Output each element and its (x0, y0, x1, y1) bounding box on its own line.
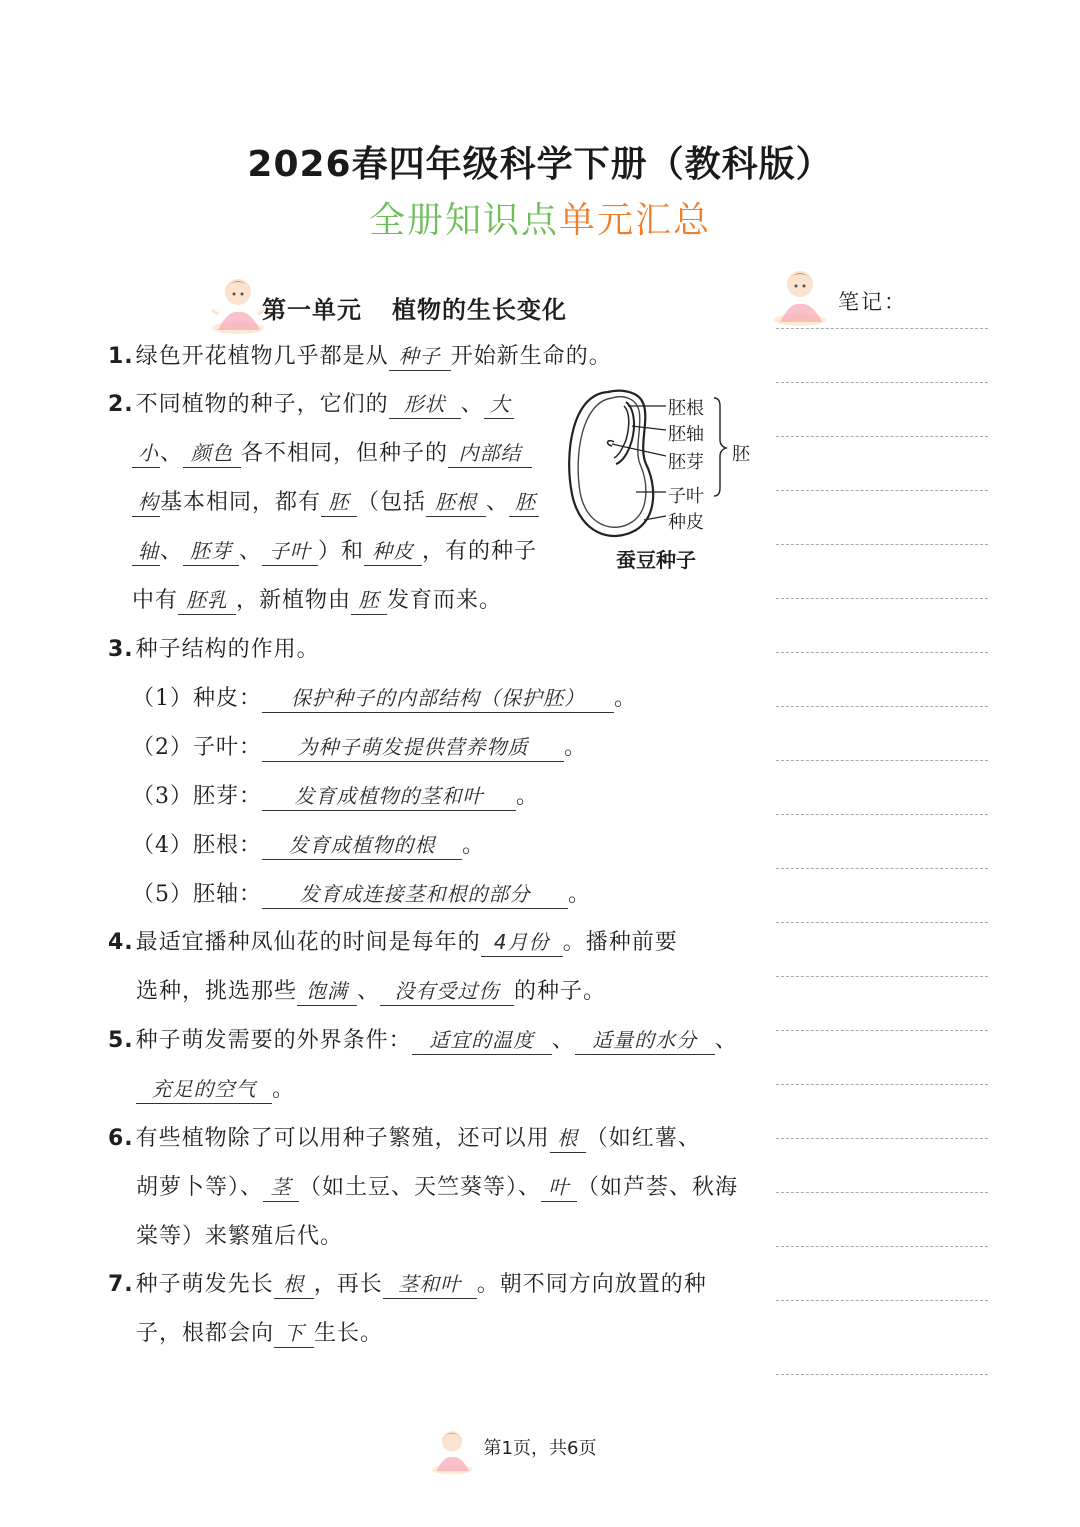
diagram-label: 种皮 (668, 512, 704, 533)
question-text: ，有的种子 (422, 539, 538, 564)
answer-blank: 小 (132, 439, 160, 468)
question-text: 。 (564, 735, 588, 760)
question-text: 不同植物的种子，它们的 (135, 392, 389, 417)
question-text: 。播种前要 (562, 930, 678, 955)
question-5-line-2 (136, 1075, 295, 1105)
answer-blank: 胚 (321, 488, 357, 517)
question-text: （如芦荟、秋海 (577, 1175, 739, 1200)
answer-blank: 茎和叶 (383, 1270, 477, 1299)
diagram-label: 胚芽 (668, 452, 704, 473)
diagram-label: 胚根 (668, 398, 704, 419)
note-line (776, 1030, 988, 1031)
question-number: 1. (108, 344, 134, 369)
answer-blank: 没有受过伤 (380, 977, 514, 1006)
answer-blank: 下 (274, 1319, 314, 1348)
note-line (776, 814, 988, 815)
notes-label: 笔记： (838, 290, 907, 314)
note-line (776, 598, 988, 599)
diagram-label: 子叶 (668, 486, 704, 507)
question-2-line-5 (132, 586, 502, 616)
question-text: （如红薯、 (585, 1126, 701, 1151)
answer-blank: 胚 (351, 586, 387, 615)
item-label: （1）种皮： (132, 686, 262, 711)
diagram-group-label: 胚 (732, 444, 750, 465)
answer-blank: 充足的空气 (136, 1075, 272, 1104)
question-text: 棠等）来繁殖后代。 (136, 1224, 344, 1249)
answer-blank: 叶 (541, 1173, 577, 1202)
answer-blank: 内部结 (448, 439, 532, 468)
note-line (776, 1138, 988, 1139)
note-line (776, 1192, 988, 1193)
question-2-line-1 (108, 390, 514, 420)
question-text: 、 (357, 979, 381, 1004)
question-text: ，新植物由 (236, 588, 352, 613)
question-text: 发育而来。 (387, 588, 503, 613)
answer-blank: 为种子萌发提供营养物质 (262, 733, 564, 762)
answer-blank: 子叶 (262, 537, 318, 566)
note-line (776, 544, 988, 545)
question-text: 的种子。 (514, 979, 607, 1004)
diagram-label: 胚轴 (668, 424, 704, 445)
note-line (776, 1300, 988, 1301)
note-line (776, 436, 988, 437)
item-label: （2）子叶： (132, 735, 262, 760)
question-3-item (132, 782, 539, 812)
item-label: （4）胚根： (132, 833, 262, 858)
note-line (776, 760, 988, 761)
note-line (776, 382, 988, 383)
question-text: 选种，挑选那些 (136, 979, 298, 1004)
note-line (776, 328, 988, 329)
note-line (776, 976, 988, 977)
question-number: 3. (108, 637, 134, 662)
answer-blank: 茎 (263, 1173, 299, 1202)
note-line (776, 652, 988, 653)
girl-mascot-icon (772, 262, 828, 328)
subtitle-green: 全册知识点 (368, 200, 559, 241)
bean-seed-svg (562, 384, 762, 554)
question-text: 。 (462, 833, 486, 858)
question-text: 各不相同，但种子的 (241, 441, 449, 466)
question-3-item (132, 733, 587, 763)
page-subtitle (0, 192, 1080, 243)
question-text: 开始新生命的。 (450, 344, 612, 369)
note-line (776, 868, 988, 869)
question-text: 、 (714, 1028, 738, 1053)
question-2-line-3 (132, 488, 539, 518)
question-text: 、 (460, 392, 484, 417)
question-5-line-1 (108, 1026, 738, 1056)
question-text: 子，根都会向 (136, 1321, 275, 1346)
note-line (776, 706, 988, 707)
answer-blank: 胚乳 (178, 586, 236, 615)
item-label: （3）胚芽： (132, 784, 262, 809)
question-number: 2. (108, 392, 134, 417)
question-text: 中有 (132, 588, 179, 613)
page-title: 2026春四年级科学下册（教科版） (247, 144, 833, 185)
question-number: 7. (108, 1272, 134, 1297)
question-7-line-2 (136, 1319, 383, 1349)
question-text: 最适宜播种凤仙花的时间是每年的 (135, 930, 481, 955)
answer-blank: 4月份 (481, 928, 563, 957)
question-6-line-3 (136, 1222, 343, 1252)
page-footer: 第1页，共6页 (483, 1438, 597, 1459)
unit-name: 植物的生长变化 (392, 296, 567, 324)
answer-blank: 胚芽 (183, 537, 239, 566)
question-number: 5. (108, 1028, 134, 1053)
question-text: 、 (551, 1028, 575, 1053)
answer-blank: 轴 (132, 537, 160, 566)
answer-blank: 种皮 (364, 537, 422, 566)
question-1 (108, 342, 612, 372)
answer-blank: 构 (132, 488, 160, 517)
question-text: （包括 (357, 490, 427, 515)
question-6-line-2 (136, 1173, 738, 1203)
question-text: 。 (568, 882, 592, 907)
question-3 (108, 635, 320, 665)
note-line (776, 922, 988, 923)
question-text: 种子结构的作用。 (135, 637, 320, 662)
question-text: 。朝不同方向放置的种 (476, 1272, 707, 1297)
question-text: ，再长 (313, 1272, 383, 1297)
question-number: 4. (108, 930, 134, 955)
question-text: 、 (239, 539, 263, 564)
answer-blank: 发育成植物的根 (262, 831, 462, 860)
question-text: 生长。 (314, 1321, 384, 1346)
question-text: 种子萌发需要的外界条件： (135, 1028, 412, 1053)
question-text: 。 (516, 784, 540, 809)
question-4-line-2 (136, 977, 606, 1007)
unit-title (262, 290, 567, 325)
question-text: 绿色开花植物几乎都是从 (135, 344, 389, 369)
answer-blank: 发育成连接茎和根的部分 (262, 880, 568, 909)
answer-blank: 饱满 (297, 977, 357, 1006)
question-text: 、 (160, 539, 184, 564)
question-text: 种子萌发先长 (135, 1272, 274, 1297)
answer-blank: 大 (484, 390, 514, 419)
answer-blank: 颜色 (183, 439, 241, 468)
question-text: 基本相同，都有 (160, 490, 322, 515)
note-line (776, 1374, 988, 1375)
question-text: ）和 (318, 539, 365, 564)
question-text: 、 (160, 441, 184, 466)
question-text: 。 (614, 686, 638, 711)
question-7-line-1 (108, 1270, 707, 1300)
answer-blank: 发育成植物的茎和叶 (262, 782, 516, 811)
subtitle-orange: 单元汇总 (559, 200, 712, 241)
question-2-line-4 (132, 537, 537, 567)
note-line (776, 1084, 988, 1085)
question-4-line-1 (108, 928, 678, 958)
answer-blank: 胚根 (426, 488, 486, 517)
note-line (776, 1246, 988, 1247)
answer-blank: 胚 (509, 488, 539, 517)
answer-blank: 适量的水分 (575, 1026, 715, 1055)
answer-blank: 形状 (389, 390, 461, 419)
question-text: 、 (486, 490, 510, 515)
answer-blank: 种子 (389, 342, 451, 371)
unit-label: 第一单元 (262, 296, 362, 324)
question-3-item (132, 831, 485, 861)
question-number: 6. (108, 1126, 134, 1151)
question-text: （如土豆、天竺葵等）、 (299, 1175, 542, 1200)
question-3-item (132, 880, 591, 910)
answer-blank: 根 (274, 1270, 314, 1299)
item-label: （5）胚轴： (132, 882, 262, 907)
question-2-line-2 (132, 439, 532, 469)
answer-blank: 保护种子的内部结构（保护胚） (262, 684, 614, 713)
answer-blank: 根 (550, 1124, 586, 1153)
question-6-line-1 (108, 1124, 701, 1154)
answer-blank: 适宜的温度 (412, 1026, 552, 1055)
diagram-caption: 蚕豆种子 (616, 548, 696, 572)
note-line (776, 490, 988, 491)
question-3-item (132, 684, 637, 714)
question-text: 胡萝卜等）、 (136, 1175, 264, 1200)
girl-mascot-icon (210, 270, 266, 336)
question-text: 。 (272, 1077, 296, 1102)
question-text: 有些植物除了可以用种子繁殖，还可以用 (135, 1126, 550, 1151)
